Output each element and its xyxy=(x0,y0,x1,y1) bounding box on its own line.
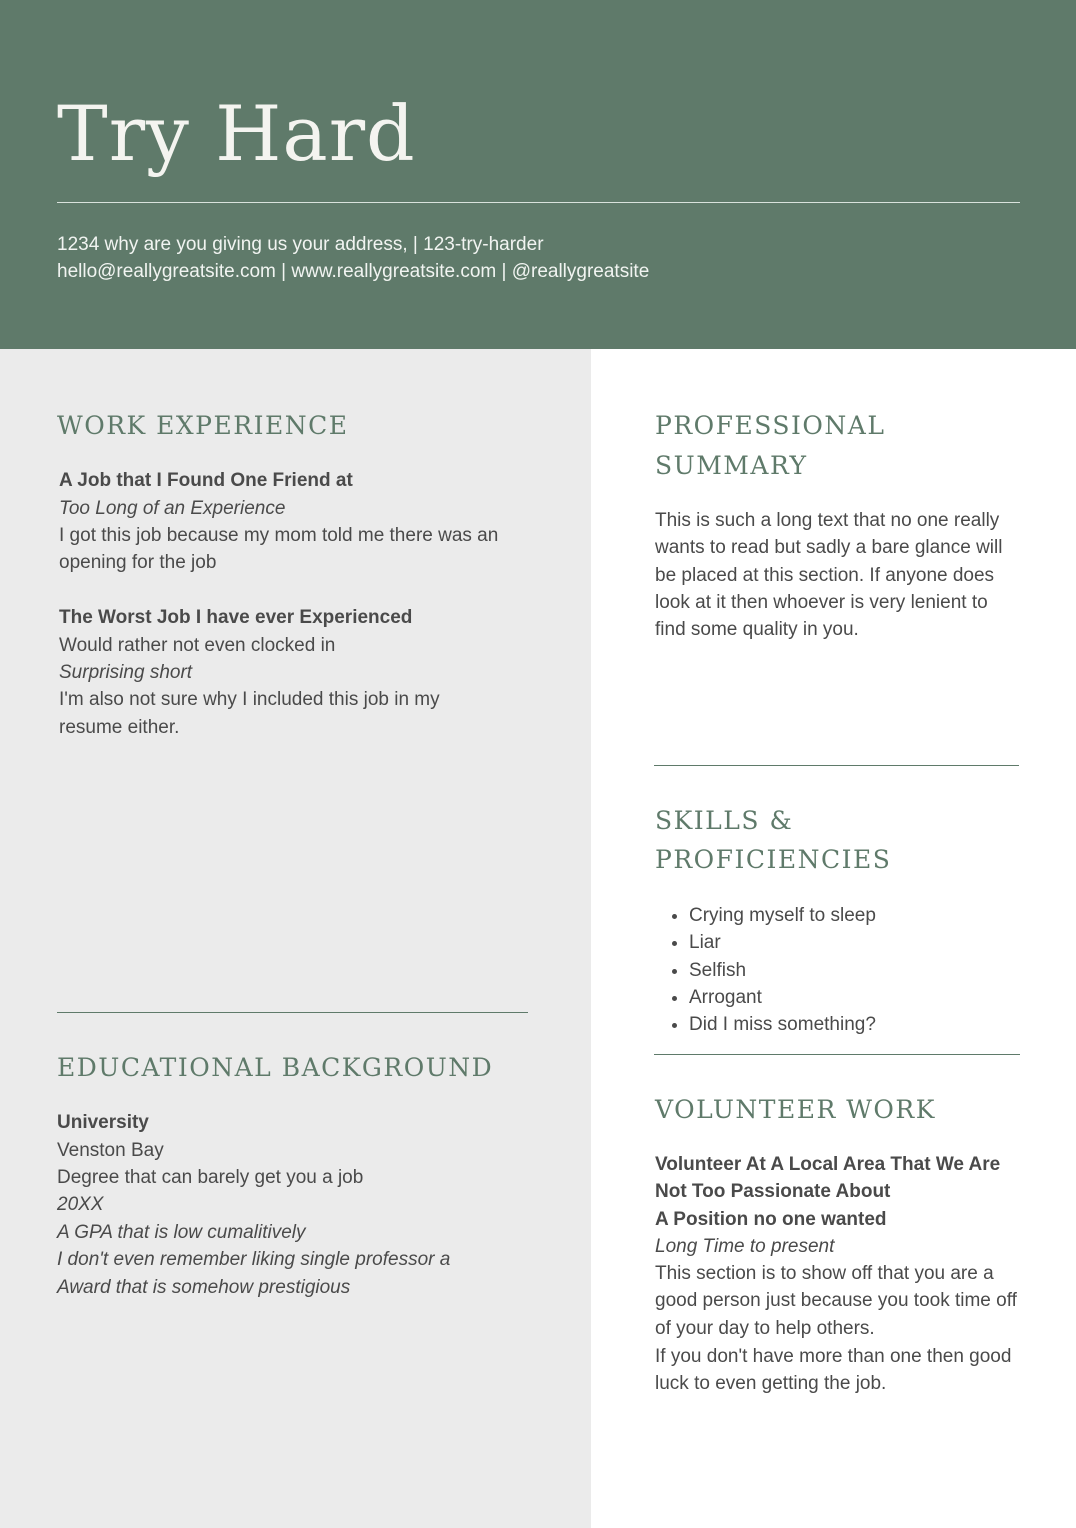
skills-list xyxy=(655,902,876,1038)
education-award: Award that is somehow prestigious xyxy=(57,1277,351,1298)
volunteer-description: This section is to show off that you are a good person just because you took time off of your day to help others. xyxy=(655,1263,1017,1339)
candidate-name: Try Hard xyxy=(57,89,416,178)
job2-duration: Surprising short xyxy=(59,662,193,683)
skill-item: • Crying myself to sleep xyxy=(689,902,876,929)
volunteer-heading: VOLUNTEER WORK xyxy=(655,1095,936,1124)
education-note: I don't even remember liking single professor a xyxy=(57,1249,451,1270)
education-degree: Degree that can barely get you a job xyxy=(57,1167,364,1188)
volunteer-duration: Long Time to present xyxy=(655,1236,835,1257)
skill-item: • Liar xyxy=(689,929,876,956)
contact-email-web-social: hello@reallygreatsite.com | www.reallygreatsite.com | @reallygreatsite xyxy=(57,261,650,282)
volunteer-description-2: If you don't have more than one then good luck to even getting the job. xyxy=(655,1346,1012,1395)
left-divider xyxy=(57,1012,528,1013)
education-heading: EDUCATIONAL BACKGROUND xyxy=(57,1053,494,1082)
skill-item: • Selfish xyxy=(689,957,876,984)
summary-text: This is such a long text that no one really wants to read but sadly a bare glance will be placed at this section. If anyone does look at it then whoever is very lenient to find some quality in you. xyxy=(655,510,1003,641)
skills-heading-line1: SKILLS & xyxy=(655,806,794,835)
education-gpa: A GPA that is low cumalitively xyxy=(57,1222,306,1243)
job1-description-line1: I got this job because my mom told me there was an xyxy=(59,525,499,546)
job1-duration: Too Long of an Experience xyxy=(59,498,286,519)
right-divider-1 xyxy=(654,765,1019,766)
job2-subtitle: Would rather not even clocked in xyxy=(59,635,336,656)
skills-heading-line2: PROFICIENCIES xyxy=(655,845,892,874)
job2-title: The Worst Job I have ever Experienced xyxy=(59,607,413,628)
header-banner xyxy=(0,0,1076,349)
volunteer-org-line1: Volunteer At A Local Area That We Are xyxy=(655,1154,1001,1175)
education-year: 20XX xyxy=(57,1194,104,1215)
job1-title: A Job that I Found One Friend at xyxy=(59,470,353,491)
right-divider-2 xyxy=(654,1054,1020,1055)
summary-heading-line1: PROFESSIONAL xyxy=(655,411,886,440)
skill-item: • Arrogant xyxy=(689,984,876,1011)
volunteer-position: A Position no one wanted xyxy=(655,1209,887,1230)
skill-item: • Did I miss something? xyxy=(689,1011,876,1038)
summary-heading-line2: SUMMARY xyxy=(655,451,808,480)
job1-description-line2: opening for the job xyxy=(59,552,217,573)
header-divider xyxy=(57,202,1020,203)
education-institution: University xyxy=(57,1112,149,1133)
work-experience-heading: WORK EXPERIENCE xyxy=(57,411,349,440)
job2-description-line1: I'm also not sure why I included this job in my xyxy=(59,689,440,710)
contact-address-phone: 1234 why are you giving us your address, | 123-try-harder xyxy=(57,234,544,255)
education-location: Venston Bay xyxy=(57,1140,164,1161)
job2-description-line2: resume either. xyxy=(59,717,180,738)
volunteer-org-line2: Not Too Passionate About xyxy=(655,1181,891,1202)
